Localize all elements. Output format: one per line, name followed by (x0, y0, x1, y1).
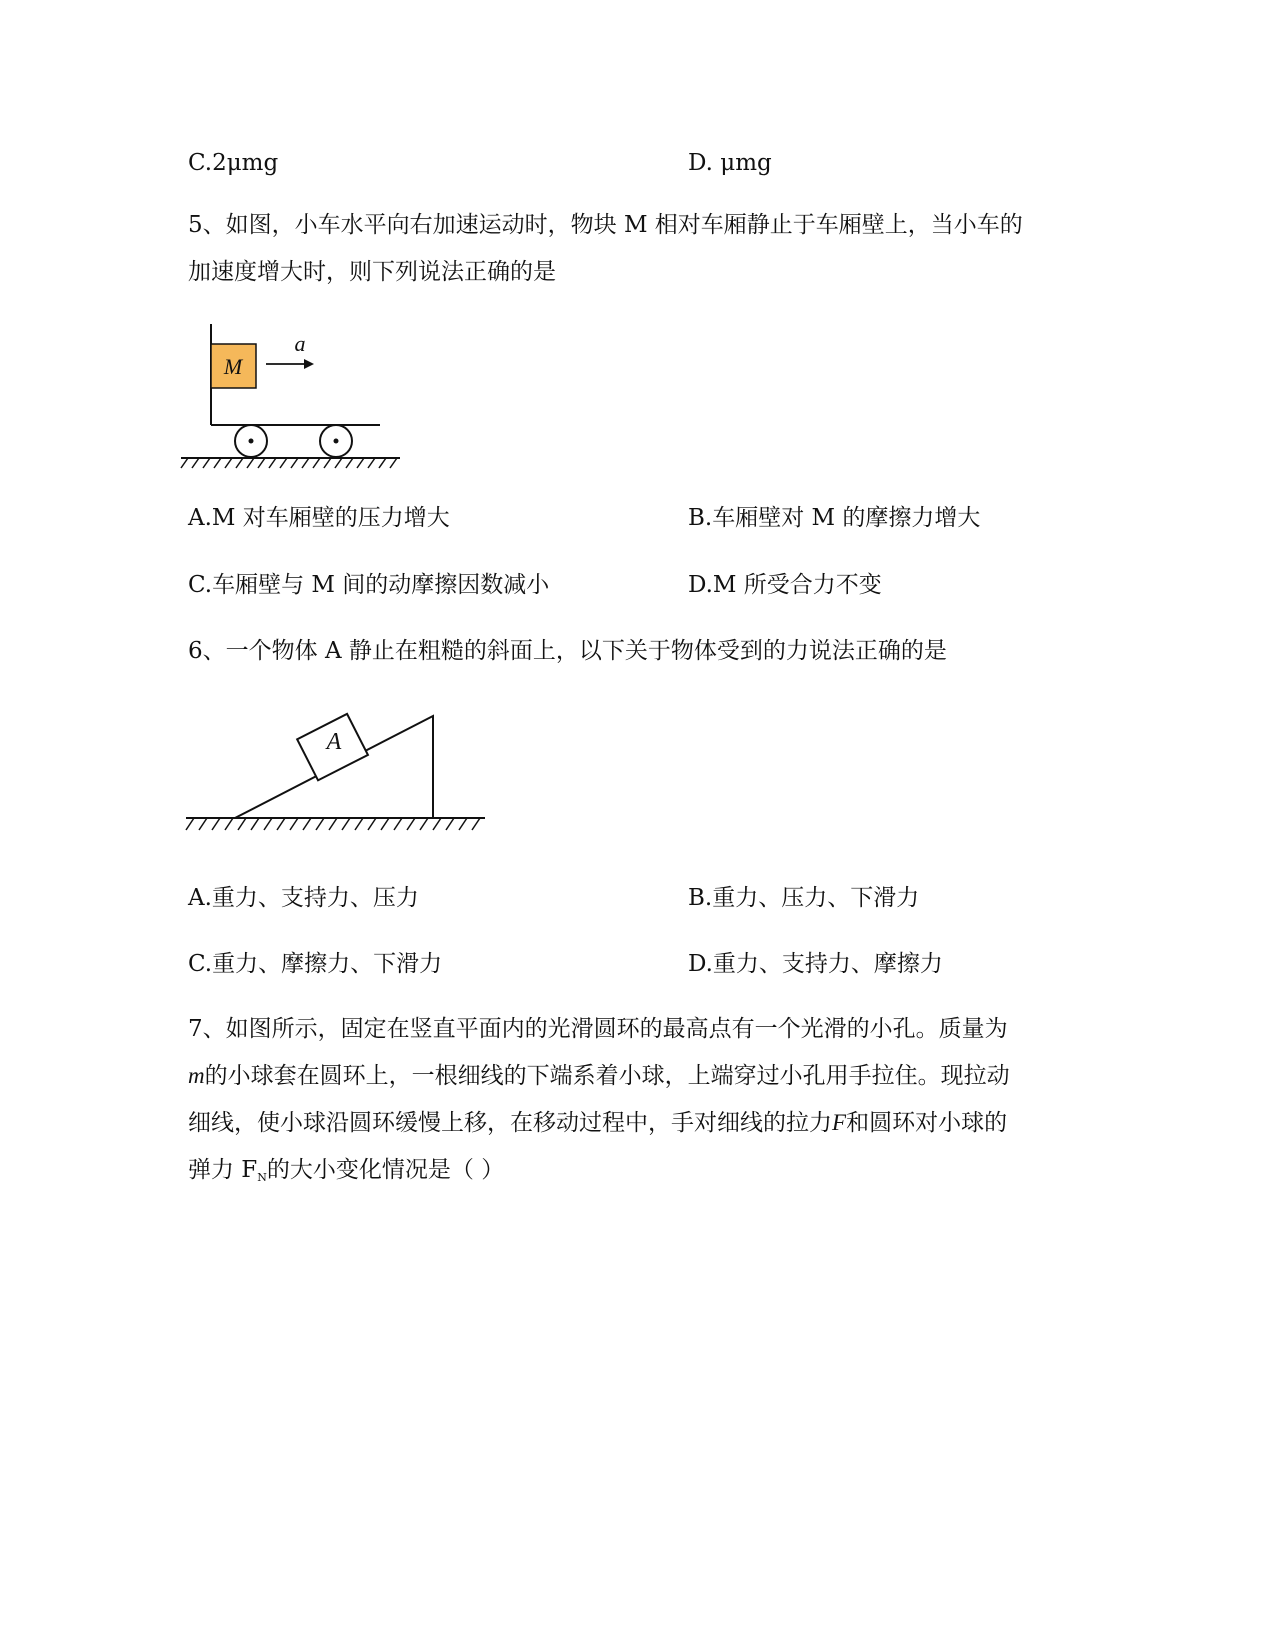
q6-incline-figure (180, 700, 500, 850)
q5-stem-line2: 加速度增大时，则下列说法正确的是 (188, 259, 556, 285)
q5-cart-figure (180, 318, 410, 478)
q7-line2-text: 的小球套在圆环上，一根细线的下端系着小球，上端穿过小孔用手拉住。现拉动 (204, 1063, 1010, 1089)
q5-option-c: C.车厢壁与 M 间的动摩擦因数减小 (188, 572, 550, 598)
q6-option-a: A.重力、支持力、压力 (188, 885, 419, 911)
q7-normal-force-subscript: N (257, 1171, 267, 1184)
q7-mass-symbol: m (188, 1063, 205, 1088)
q6-option-c: C.重力、摩擦力、下滑力 (188, 951, 443, 977)
q7-line2 (188, 1061, 1010, 1091)
q4-option-d: D. μmg (688, 150, 772, 176)
accel-arrowhead (304, 359, 314, 369)
wheel-left-axle (249, 439, 254, 444)
q6-option-d: D.重力、支持力、摩擦力 (688, 951, 943, 977)
q7-force-symbol: F (832, 1110, 847, 1135)
q5-option-b: B.车厢壁对 M 的摩擦力增大 (688, 505, 981, 531)
block-m-label: M (223, 354, 243, 379)
q4-option-c: C.2μmg (188, 150, 279, 176)
q7-line3 (188, 1108, 1007, 1138)
ground-hatch (186, 818, 480, 830)
q7-line3-text-b: 和圆环对小球的 (846, 1110, 1008, 1136)
wheel-right-axle (334, 439, 339, 444)
q6-stem: 6、一个物体 A 静止在粗糙的斜面上，以下关于物体受到的力说法正确的是 (188, 638, 947, 664)
q7-line4 (188, 1155, 504, 1193)
q7-line4-text-b: 的大小变化情况是（ ） (266, 1157, 505, 1183)
q5-option-d: D.M 所受合力不变 (688, 572, 882, 598)
q5-option-a: A.M 对车厢壁的压力增大 (188, 505, 450, 531)
q7-line1: 7、如图所示，固定在竖直平面内的光滑圆环的最高点有一个光滑的小孔。质量为 (188, 1016, 1008, 1042)
q7-line4-text-a: 弹力 F (188, 1157, 258, 1183)
q7-line3-text-a: 细线，使小球沿圆环缓慢上移，在移动过程中，手对细线的拉力 (188, 1110, 832, 1136)
accel-label: a (294, 331, 306, 356)
q5-stem-line1: 5、如图，小车水平向右加速运动时，物块 M 相对车厢静止于车厢壁上，当小车的 (188, 212, 1023, 238)
ground-hatch (181, 458, 397, 468)
block-a-label: A (326, 729, 342, 755)
q6-option-b: B.重力、压力、下滑力 (688, 885, 920, 911)
